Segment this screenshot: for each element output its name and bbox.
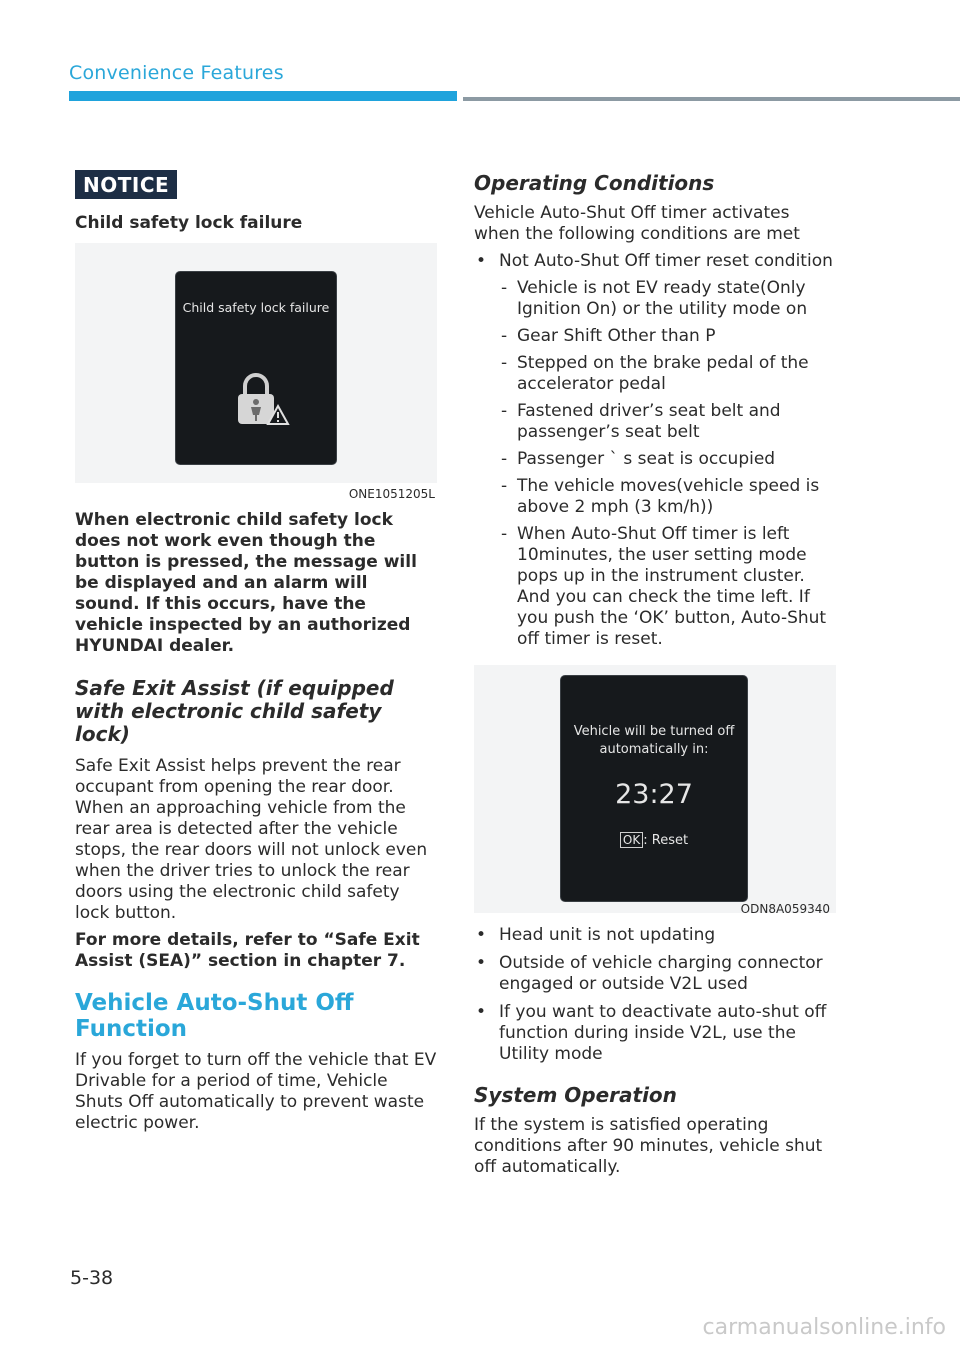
list-item: • Head unit is not updating bbox=[474, 925, 838, 946]
list-item: - Stepped on the brake pedal of the accelerator pedal bbox=[474, 353, 838, 395]
operating-conditions-heading: Operating Conditions bbox=[474, 171, 715, 195]
figure-code: ODN8A059340 bbox=[740, 902, 830, 916]
list-item: • Not Auto-Shut Off timer reset condition bbox=[474, 251, 838, 272]
right-column bbox=[474, 172, 838, 1178]
list-item: - The vehicle moves(vehicle speed is above 2 mph (3 km/h)) bbox=[474, 476, 838, 518]
reset-hint bbox=[561, 832, 747, 848]
system-operation-body: If the system is satisfied operating conditions after 90 minutes, vehicle shut off automatically. bbox=[474, 1115, 823, 1177]
cluster-screen bbox=[175, 271, 337, 465]
sea-body: Safe Exit Assist helps prevent the rear occupant from opening the rear door. When an approaching vehicle from the rear area is detected after the vehicle stops, the rear doors will not unlock even when the driver tries to unlock the rear doors using the electronic child safety lock button. bbox=[75, 756, 428, 923]
screen-line-1: Vehicle will be turned off bbox=[573, 724, 735, 739]
left-column bbox=[75, 170, 437, 1134]
list-item: • If you want to deactivate auto-shut off function during inside V2L, use the Utility mode bbox=[474, 1002, 838, 1065]
auto-shut-off-heading: Vehicle Auto-Shut Off Function bbox=[75, 990, 354, 1042]
auto-shut-off-body: If you forget to turn off the vehicle that EV Drivable for a period of time, Vehicle Shuts Off automatically to prevent waste electric power. bbox=[75, 1050, 437, 1133]
ok-key-icon: OK bbox=[620, 832, 643, 848]
sea-heading: Safe Exit Assist (if equipped with electronic child safety lock) bbox=[75, 676, 394, 746]
list-item: - Fastened driver’s seat belt and passenger’s seat belt bbox=[474, 401, 838, 443]
page-number: 5-38 bbox=[70, 1267, 114, 1289]
list-item: - When Auto-Shut Off timer is left 10minutes, the user setting mode pops up in the instrument cluster. And you can check the time left. If you push the ‘OK’ button, Auto-Shut off timer is reset. bbox=[474, 524, 838, 650]
cluster-screen bbox=[560, 675, 748, 902]
sea-reference: For more details, refer to “Safe Exit Assist (SEA)” section in chapter 7. bbox=[75, 930, 420, 971]
operating-intro: Vehicle Auto-Shut Off timer activates when the following conditions are met bbox=[474, 203, 800, 244]
countdown-timer: 23:27 bbox=[615, 779, 693, 810]
reset-label: : Reset bbox=[643, 833, 689, 848]
header-rule bbox=[463, 97, 960, 101]
child-lock-figure bbox=[75, 243, 437, 501]
figure-code: ONE1051205L bbox=[348, 487, 435, 501]
header-rule-accent bbox=[69, 91, 457, 101]
lock-warning-icon bbox=[234, 370, 290, 430]
notice-body: When electronic child safety lock does not work even though the button is pressed, the message will be displayed and an alarm will sound. If this occurs, have the vehicle inspected by an authorized HYUNDAI dealer. bbox=[75, 510, 417, 656]
notice-title: Child safety lock failure bbox=[75, 213, 303, 233]
system-operation-heading: System Operation bbox=[474, 1083, 677, 1107]
list-item: • Outside of vehicle charging connector engaged or outside V2L used bbox=[474, 953, 838, 995]
screen-line-2: automatically in: bbox=[599, 742, 709, 757]
watermark: carmanualsonline.info bbox=[702, 1315, 946, 1340]
list-item: - Passenger ` s seat is occupied bbox=[474, 449, 838, 470]
list-item: - Gear Shift Other than P bbox=[474, 326, 838, 347]
screen-message: Child safety lock failure bbox=[182, 300, 330, 315]
section-title: Convenience Features bbox=[69, 62, 284, 84]
list-item: - Vehicle is not EV ready state(Only Ignition On) or the utility mode on bbox=[474, 278, 838, 320]
auto-shut-off-figure bbox=[474, 665, 836, 916]
notice-badge: NOTICE bbox=[75, 170, 177, 199]
